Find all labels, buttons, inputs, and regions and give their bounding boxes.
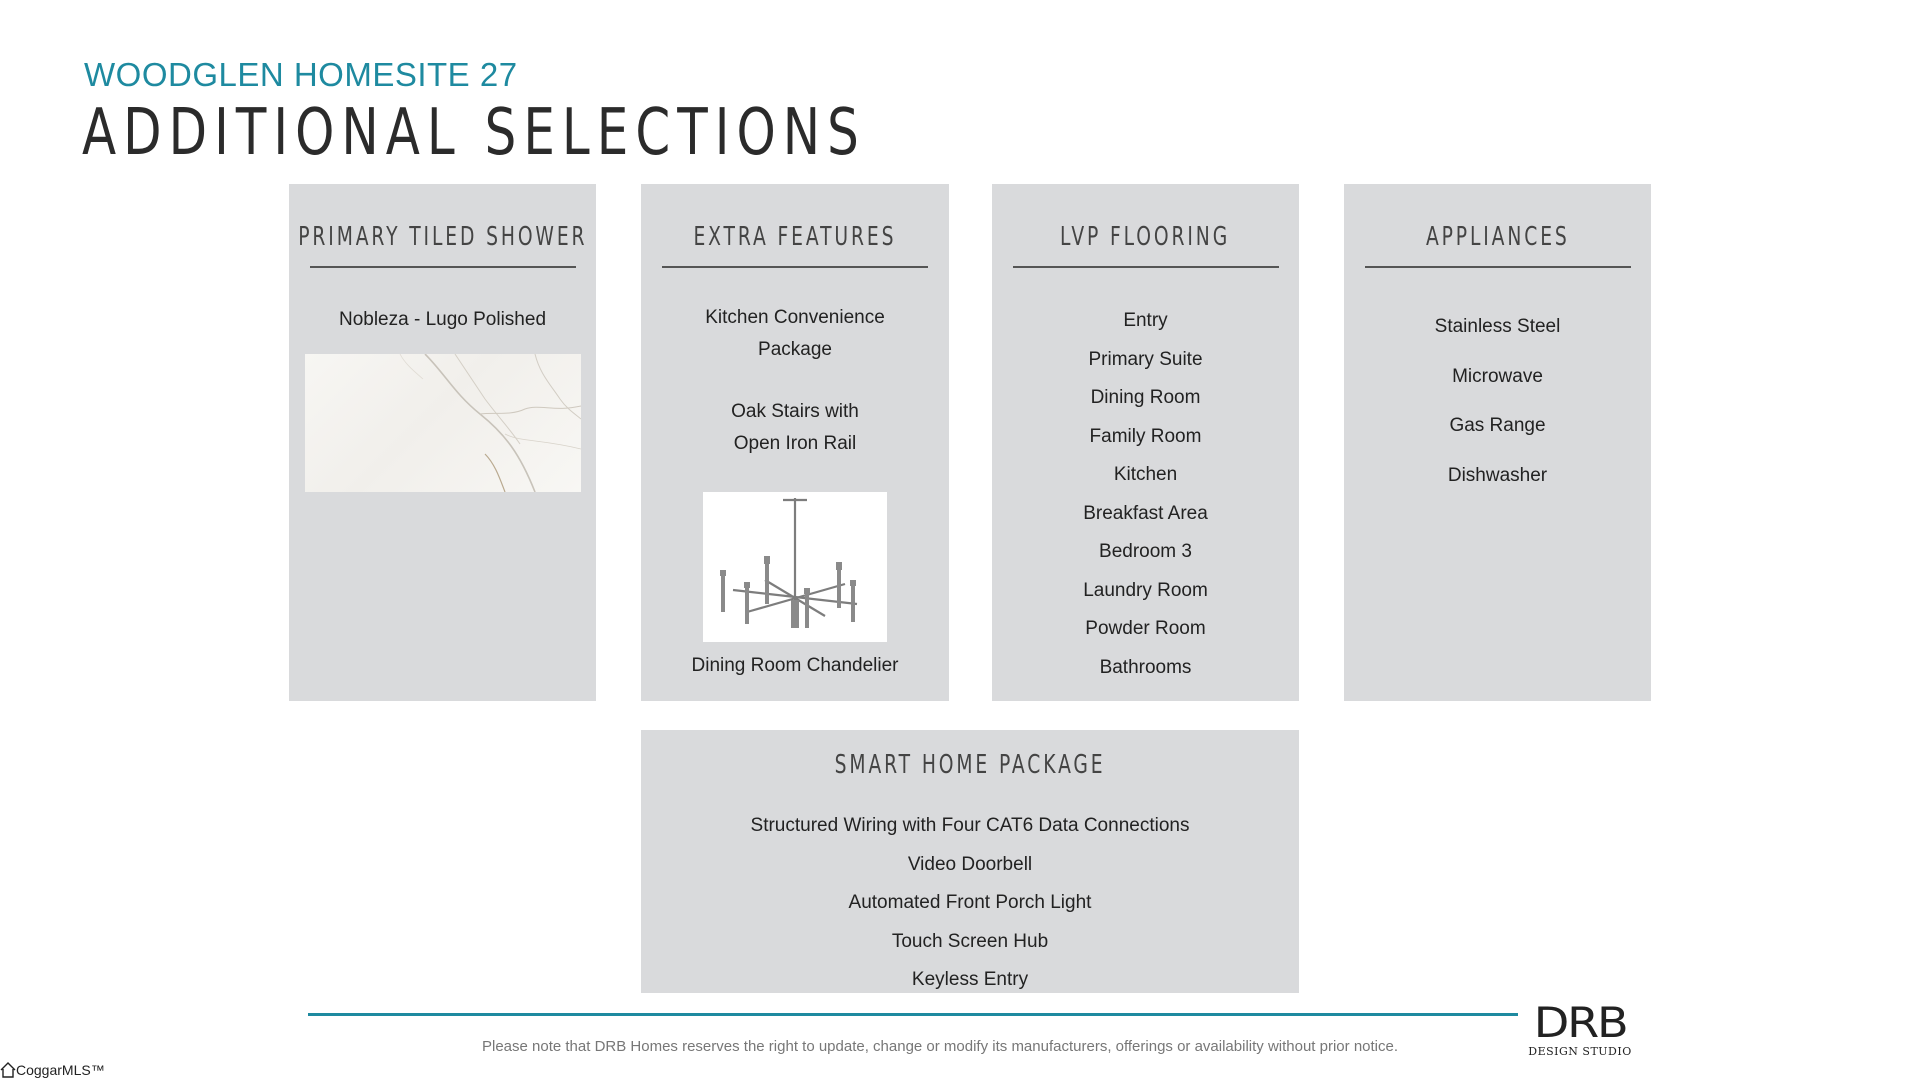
chandelier-image bbox=[703, 492, 887, 642]
shower-tile-name: Nobleza - Lugo Polished bbox=[338, 309, 547, 330]
list-item: Bathrooms bbox=[1099, 656, 1192, 678]
feature-line: Open Iron Rail bbox=[733, 433, 857, 454]
page-title: ADDITIONAL SELECTIONS bbox=[82, 96, 866, 170]
logo-mark: DRB bbox=[1533, 998, 1627, 1047]
disclaimer-notice: Please note that DRB Homes reserves the right to update, change or modify its manufacturers, offerings or availability without prior notice. bbox=[482, 1038, 1399, 1055]
heading-divider bbox=[1365, 266, 1631, 268]
feature-line: Oak Stairs with bbox=[731, 401, 859, 422]
list-item: Gas Range bbox=[1449, 415, 1546, 436]
list-item: Family Room bbox=[1089, 425, 1202, 447]
card-smart-home-package bbox=[641, 730, 1299, 993]
card-heading: EXTRA FEATURES bbox=[693, 222, 897, 252]
list-item: Stainless Steel bbox=[1434, 316, 1561, 337]
drb-design-studio-logo bbox=[1528, 998, 1632, 1062]
flooring-room-list bbox=[1083, 302, 1208, 687]
homesite-subtitle: WOODGLEN HOMESITE 27 bbox=[84, 56, 518, 93]
list-item: Breakfast Area bbox=[1083, 502, 1208, 524]
list-item: Primary Suite bbox=[1088, 348, 1203, 370]
card-extra-features bbox=[641, 184, 949, 701]
logo-subtext: DESIGN STUDIO bbox=[1528, 1045, 1632, 1058]
list-item: Kitchen bbox=[1113, 464, 1178, 485]
mls-watermark bbox=[0, 1060, 105, 1080]
heading-divider bbox=[1013, 266, 1279, 268]
footer-divider bbox=[308, 1013, 1518, 1016]
smart-home-list bbox=[751, 807, 1190, 1000]
card-primary-tiled-shower bbox=[289, 184, 596, 701]
list-item: Microwave bbox=[1452, 365, 1543, 387]
marble-tile-image bbox=[305, 354, 581, 492]
house-icon bbox=[0, 1062, 16, 1078]
card-heading: PRIMARY TILED SHOWER bbox=[297, 222, 588, 252]
appliance-list bbox=[1435, 302, 1561, 500]
card-heading: APPLIANCES bbox=[1425, 222, 1570, 252]
feature-line: Package bbox=[758, 339, 832, 360]
heading-divider bbox=[310, 266, 576, 268]
list-item: Powder Room bbox=[1085, 618, 1206, 639]
card-heading: SMART HOME PACKAGE bbox=[834, 750, 1106, 780]
list-item: Dining Room bbox=[1090, 387, 1201, 408]
chandelier-caption: Dining Room Chandelier bbox=[691, 655, 899, 676]
list-item: Bedroom 3 bbox=[1099, 541, 1192, 562]
list-item: Keyless Entry bbox=[911, 969, 1029, 990]
list-item: Laundry Room bbox=[1083, 579, 1208, 601]
card-lvp-flooring bbox=[992, 184, 1299, 701]
card-heading: LVP FLOORING bbox=[1060, 222, 1231, 252]
list-item: Video Doorbell bbox=[907, 853, 1033, 875]
list-item: Entry bbox=[1123, 310, 1168, 331]
list-item: Dishwasher bbox=[1447, 464, 1548, 486]
heading-divider bbox=[662, 266, 928, 268]
card-appliances bbox=[1344, 184, 1651, 701]
list-item: Structured Wiring with Four CAT6 Data Connections bbox=[750, 815, 1190, 836]
list-item: Automated Front Porch Light bbox=[848, 892, 1092, 913]
feature-line: Kitchen Convenience bbox=[705, 307, 885, 328]
mls-label: CoggarMLS™ bbox=[16, 1062, 105, 1078]
list-item: Touch Screen Hub bbox=[891, 930, 1049, 952]
